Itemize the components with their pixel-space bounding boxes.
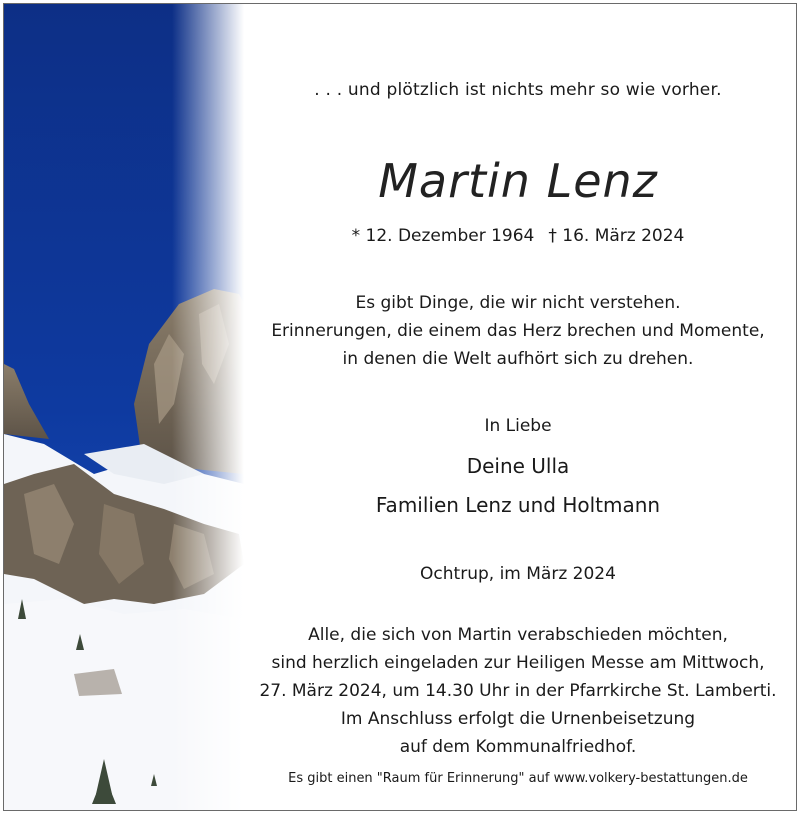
motto-line: . . . und plötzlich ist nichts mehr so wie vorher. bbox=[314, 80, 722, 100]
place-date: Ochtrup, im März 2024 bbox=[420, 564, 616, 584]
service-line: 27. März 2024, um 14.30 Uhr in der Pfarrkirche St. Lamberti. bbox=[259, 681, 777, 701]
mountain-photo bbox=[4, 4, 244, 810]
verse bbox=[240, 289, 796, 373]
service-info bbox=[240, 621, 796, 761]
obituary-notice bbox=[3, 3, 797, 811]
footer-note: Es gibt einen "Raum für Erinnerung" auf www.volkery-bestattungen.de bbox=[288, 771, 748, 786]
death-date: † 16. März 2024 bbox=[548, 226, 685, 246]
notice-text bbox=[240, 4, 796, 810]
service-line: Alle, die sich von Martin verabschieden möchten, bbox=[308, 625, 728, 645]
families-line: Familien Lenz und Holtmann bbox=[375, 493, 661, 517]
birth-date: * 12. Dezember 1964 bbox=[351, 226, 535, 246]
verse-line: Erinnerungen, die einem das Herz brechen und Momente, bbox=[271, 321, 765, 341]
life-dates bbox=[240, 226, 796, 246]
verse-line: Es gibt Dinge, die wir nicht verstehen. bbox=[355, 293, 681, 313]
verse-line: in denen die Welt aufhört sich zu drehen. bbox=[342, 349, 694, 369]
signer-name: Deine Ulla bbox=[466, 454, 570, 478]
service-line: Im Anschluss erfolgt die Urnenbeisetzung bbox=[340, 709, 696, 729]
in-love-line: In Liebe bbox=[484, 416, 552, 436]
service-line: sind herzlich eingeladen zur Heiligen Messe am Mittwoch, bbox=[271, 653, 765, 673]
service-line: auf dem Kommunalfriedhof. bbox=[399, 737, 637, 757]
deceased-name: Martin Lenz bbox=[378, 154, 658, 208]
